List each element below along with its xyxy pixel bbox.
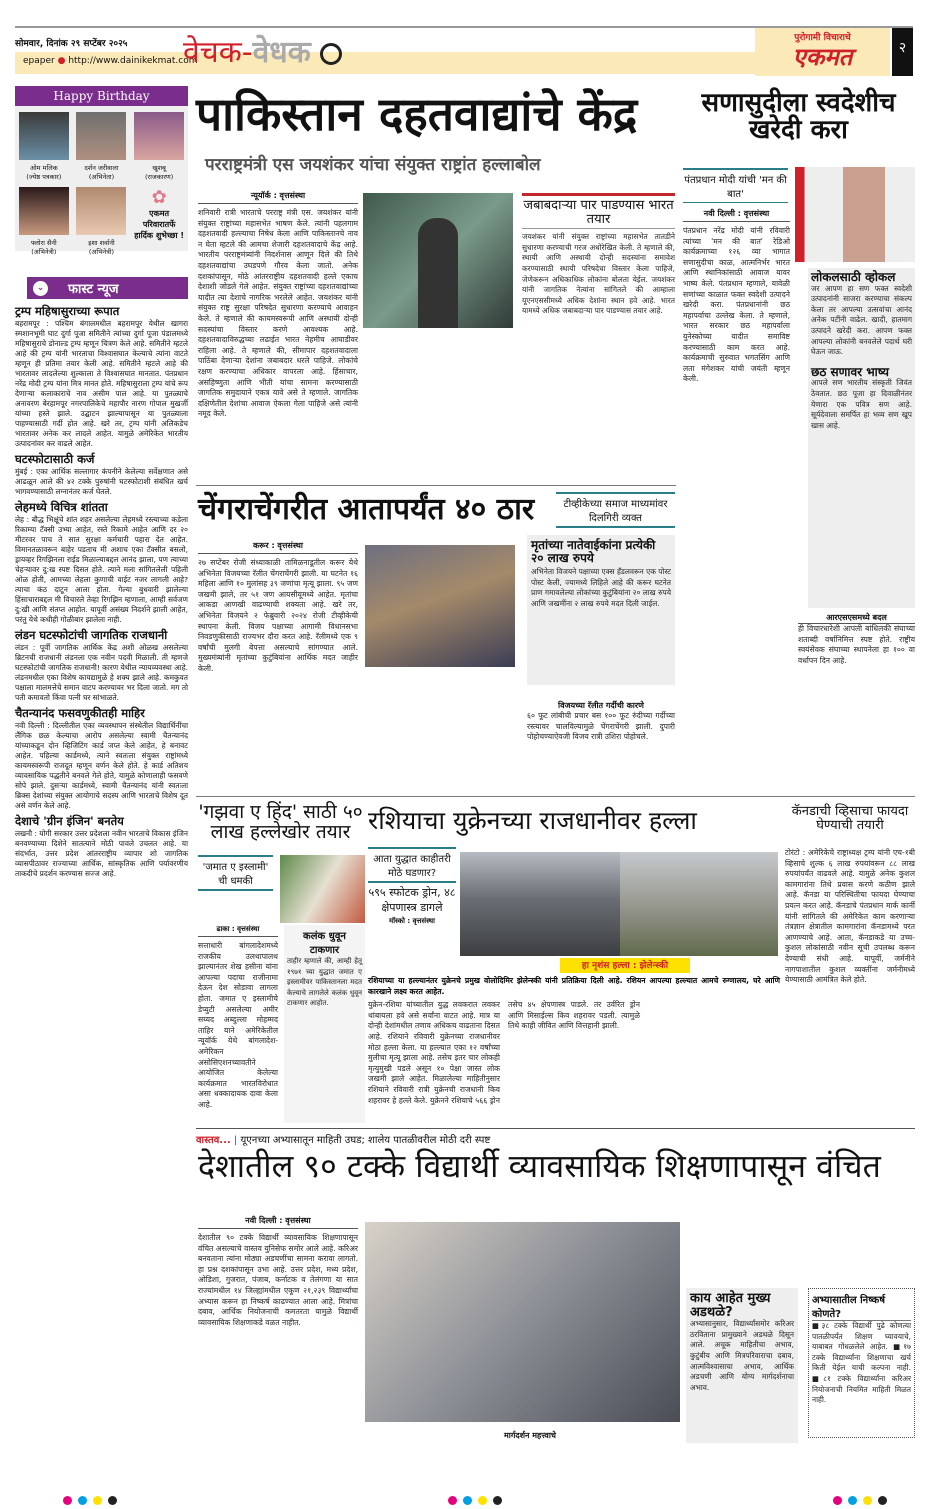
dateline: करूर : वृत्तसंस्था	[198, 540, 358, 554]
section-title-gray: वेधक	[252, 35, 311, 70]
birthday-person: इशा शर्वानी (अभिनेत्री)	[76, 187, 126, 256]
fast-news-item: चैतन्यानंद फसवणुकीतही माहिर नवी दिल्ली : दिल्लीतील एका व्यवस्थापन संस्थेतील विद्यार्थिनींचा लैंगिक छळ केल्याचा आरोप असलेल्या स्वामी चैतन्यानंद यांच्याकडून दोन व्हिजिटिंग कार्ड जप्त केले आहेत, हे बनावट आहेत. पहिल्या कार्डमध्ये, त्याने स्वतःला संयुक्त राष्ट्रांमध्ये कायमस्वरूपी राजदूत म्हणून वर्णन केले होते. हे कार्ड अतिशय व्यावसायिक पद्धतीने बनवले गेले होते, यामुळे कोणालाही फसवणे सोपे झाले. दुसऱ्या कार्डमध्ये, स्वामी चैतन्यानंद यांनी स्वतःला ब्रिक्स देशांच्या संयुक्त आयोगाचे सदस्य आणि भारताचे विशेष दूत असे वर्णन केले आहे.	[15, 706, 188, 810]
article-body: पंतप्रधान नरेंद्र मोदी यांनी रविवारी त्यांच्या 'मन की बात' रेडिओ कार्यक्रमाच्या १२६ व्या भागात सणासुदीचा काळ, आत्मनिर्भर भारत आणि स्थानिकांसाठी आवाज यावर भाष्य केले. पंतप्रधान म्हणाले, यावेळी सणांच्या काळात फक्त स्वदेशी उत्पादने खरेदी करा. पंतप्रधानांनी छठ महापर्वाचा उल्लेख केला. ते म्हणाले, भारत सरकार छठ महापर्वाला युनेस्कोच्या यादीत समाविष्ट करण्यासाठी काम करत आहे. कार्यक्रमाची सुरुवात भगतसिंग आणि लता मंगेशकर यांची जयंती म्हणून केली.	[683, 226, 790, 384]
issue-date: सोमवार, दिनांक २९ सप्टेंबर २०२५	[15, 39, 128, 49]
person-photo	[134, 112, 184, 160]
birthday-person: फ्लोरा सैनी (अभिनेत्री)	[19, 187, 69, 256]
lead-headline: पाकिस्तान दहतवाद्यांचे केंद्र	[196, 87, 638, 141]
birthday-person: दर्शन जरीवाला (अभिनेता)	[76, 112, 126, 181]
lead-story-text	[198, 190, 358, 475]
article-body: सत्ताधारी बांगलादेशमध्ये राजकीय उलथापालथ झाल्यानंतर शेख हसीना यांना आपल्या पदाचा राजीनामा देऊन देश सोडावा लागला होता. जमात ए इस्लामीचे डेप्युटी असलेल्या अमीर सय्यद अब्दुल्ला मोहम्मद ताहिर याने अमेरिकेतील न्यूयॉर्क येथे बांगलादेश-अमेरिकन असोसिएशनच्यावतीने आयोजित केलेल्या कार्यक्रमात भारतविरोधात असा धक्कादायक दावा केला आहे.	[198, 941, 278, 1109]
findings-box: अभ्यासातील निष्कर्ष कोणते? ■३८ टक्के विद्यार्थी पुढे कोणत्या पातळीपर्यंत शिक्षण घ्यावयाचे, याबाबत गोंधळलेले आहेत. ■१७ टक्के विद्यार्थ्यांना शिक्षणाचा खर्च किती येईल याची कल्पना नाही. ■८१ टक्के विद्यार्थ्यांना करिअर नियोजनाची नियमित माहिती मिळत नाही.	[808, 1288, 915, 1438]
kyiv-attack-photo	[460, 852, 620, 956]
epaper-icon: ●	[57, 56, 66, 66]
ghazwa-story-text	[198, 925, 278, 1123]
man-ki-baat-sub: पंतप्रधान मोदी यांची 'मन की बात'	[683, 168, 788, 203]
epaper-link[interactable]	[23, 56, 197, 66]
stampede-photo	[365, 545, 515, 667]
obstacles-box: काय आहेत मुख्य अडथळे? अभ्यासानुसार, विद्यार्थ्यांसमोर करिअर ठरविताना प्रामुख्याने अडथळे दिसून आले. अचूक माहितीचा अभाव, कुटुंबीय आणि मित्रपरिवाराचा दबाव, आत्मविश्वासाचा अभाव, आर्थिक अडचणी आणि योग्य मार्गदर्शनाचा अभाव.	[686, 1288, 798, 1443]
jamaat-threat-sub: 'जमात ए इस्लामी' ची धमकी	[198, 855, 273, 891]
article-body: देशातील ९० टक्के विद्यार्थी व्यावसायिक शिक्षणापासून वंचित असल्याचे वास्तव युनिसेफ समोर आले आहे. करिअर बनवताना त्यांना मोठ्या अडचणींचा सामना करावा लागतो. हा प्रश्न दशकांपासून उभा आहे. उत्तर प्रदेश, मध्य प्रदेश, ओडिशा, गुजरात, पंजाब, कर्नाटक व तेलंगणा या सात राज्यांमधील १४ जिल्ह्यांमधील एकूण २१,२३९ विद्यार्थ्यांचा अभ्यास करून हा निष्कर्ष काढण्यात आला आहे. मित्रांचा दबाव, आर्थिक नियोजनाची कमतरता यामुळे विद्यार्थी व्यावसायिक शिक्षणाकडे वळत नाहीत.	[198, 1233, 358, 1327]
chevron-down-icon: ⌄	[33, 281, 48, 296]
divider	[196, 485, 676, 486]
dateline: नवी दिल्ली : वृत्तसंस्था	[198, 1215, 358, 1229]
person-photo	[76, 112, 126, 160]
strap: यूएनच्या अभ्यासातून माहिती उघड; शालेय पातळीवरील मोठी दरी स्पष्ट	[240, 1135, 491, 1146]
stain-box: कलंक धुवून टाकणार ताहीर म्हणाले की, आम्ही हेतू १९७१ च्या युद्धात जमात ए इस्लामीवर पाकिस्तानला मदत केल्याचे लागलेले कलंक धुवून टाकणार आहोत.	[284, 925, 365, 1123]
person-photo	[19, 112, 69, 160]
stampede-headline: चेंगराचेंगरीत आतापर्यंत ४० ठार	[198, 492, 535, 527]
registration-marks	[60, 1490, 890, 1509]
compensation-box: मृतांच्या नातेवाईकांना प्रत्येकी २० लाख रुपये अभिनेता विजयने पक्षाच्या एक्स हँडलवरून एक पोस्ट पोस्ट केली, ज्यामध्ये लिहिले आहे की करूर घटनेत प्राण गमावलेल्या लोकांच्या कुटुंबियांना २० लाख रुपये आणि जखमींना २ लाख रुपये मदत दिली जाईल.	[527, 535, 675, 685]
local-vocal-box: लोकलसाठी व्होकल जर आपण हा सण फक्त स्वदेशी उत्पादनांनी साजरा करण्याचा संकल्प केला तर आपल्या उत्सवांचा आनंद अनेक पटींनी वाढेल. खादी, हातमाग उत्पादने खरेदी करा. आपण फक्त आपल्या लोकांनी बनवलेले पदार्थ घरी घेऊन जाऊ. छठ सणावर भाष्य आपले सण भारतीय संस्कृती जिवंत ठेवतात. छठ पूजा हा दिवाळीनंतर येणारा एक पवित्र सण आहे. सूर्यदेवाला समर्पित हा भव्य सण खूप खास आहे.	[808, 268, 915, 608]
flower-bouquet-icon: ✿	[151, 187, 167, 208]
canada-story-text: टोरंटो : अमेरिकेचे राष्ट्राध्यक्ष ट्रम्प यांनी एच-१बी व्हिसाचे शुल्क ६ लाख रुपयांवरून ८८ लाख रुपयांपर्यंत वाढवले आहे. यामुळे अनेक कुशल कामगारांना तिथे प्रवास करणे कठीण झाले आहे. कॅनडा या परिस्थितीचा फायदा घेण्याचा प्रयत्न करत आहे. कॅनडाचे पंतप्रधान मार्क कार्नी यांनी सांगितले की अमेरिकेत काम करणाऱ्या तंत्रज्ञान क्षेत्रातील कामगारांना कॅनडामध्ये परत आणण्याचे आहे. आता, कॅनडाकडे या उच्च-कुशल लोकांसाठी नवीन सूची उपलब्ध करून देण्याची संधी आहे. यापूर्वी, जर्मनीने नागपाशातील कुशल व्यक्तींना जर्मनीमध्ये येण्यासाठी आमंत्रित केले होते.	[785, 848, 915, 985]
modi-photo	[795, 167, 915, 262]
dateline: ढाका : वृत्तसंस्था	[198, 925, 278, 937]
birthday-title: Happy Birthday	[15, 86, 188, 106]
fast-news-item: लंडन घटस्फोटांची जागतिक राजधानी लंडन : पूर्वी जागतिक आर्थिक केंद्र अशी ओळख असलेल्या ब्रिटनची राजधानी लंडनला एक नवीन पदवी मिळाली. ती म्हणजे घटस्फोटांची जागतिक राजधानी! कारण येथील न्यायव्यवस्था आहे. लंडनमधील एका विशेष कायद्यामुळे हे शक्य झाले आहे. कमकुवत पक्षाला मालमत्तेचे समान वाटप करण्यावर भर दिला जातो. मग तो पती कमावतो किंवा पत्नी घर सांभाळते.	[15, 628, 188, 702]
cathedral-photo	[620, 852, 778, 956]
ghazwa-headline: 'गझवा ए हिंद' साठी ५० लाख हल्लेखोर तयार	[198, 801, 363, 843]
education-headline: देशातील ९० टक्के विद्यार्थी व्यावसायिक शिक्षणापासून वंचित	[198, 1147, 881, 1185]
swadeshi-story-text	[683, 208, 790, 783]
brand-logo	[755, 28, 890, 76]
divider	[196, 796, 915, 797]
apology-tag: टीव्हीकेच्या समाज माध्यमांवर दिलगिरी व्यक्त	[556, 492, 675, 528]
article-body: युक्रेन-रशिया यांच्यातील युद्ध लवकरात लवकर थांबायला हवे असे सर्वांना वाटत आहे. मात्र या दोन्ही देशांमधील तणाव अधिकच वाढताना दिसत आहे. रशियाने रविवारी युक्रेनच्या राजधानीवर मोठा हल्ला केला. या हल्ल्यात एका १२ वर्षांच्या मुलीचा मृत्यू झाला आहे. तसेच इतर चार लोकही मृत्युमुखी पडले असून १० पेक्षा जास्त लोक जखमी झाले आहेत. मिळालेल्या माहितीनुसार रशियाने रविवारी रात्री युक्रेनची राजधानी किव शहरावर हे हल्ले केले. युक्रेनने रशियाचे ५६६ ड्रोन तसेच ४५ क्षेपणास्त्र पाडले. तर उर्वरित ड्रोन आणि मिसाईल्स किव शहरावर पडली. त्यामुळे तिथे काही जीवित आणि वित्तहानी झाली.	[368, 1000, 640, 1105]
lead-subheadline: परराष्ट्रमंत्री एस जयशंकर यांचा संयुक्त राष्ट्रांत हल्लाबोल	[205, 155, 541, 175]
brand-tagline: पुरोगामी विचाराचे	[794, 33, 851, 43]
birthday-person: खुशबू (राजकारण)	[134, 112, 184, 181]
person-photo	[76, 187, 126, 235]
section-title	[183, 30, 342, 71]
russia-headline: रशियाचा युक्रेनच्या राजधानीवर हल्ला	[368, 806, 697, 835]
person-photo	[19, 187, 69, 235]
magnifier-icon	[320, 43, 342, 65]
rss-change: आरएसएसमध्ये बदल ही विचारधारेशी आपली बांधिलकी संघाच्या शताब्दी वर्षानिमित्त स्पष्ट होते. राष्ट्रीय स्वयंसेवक संघाच्या स्थापनेला हा १०० वा वर्धापन दिन आहे.	[798, 613, 915, 665]
section-title-dash: -	[241, 35, 253, 70]
war-subhead: आता युद्धात काहीतरी मोठे घडणार? ५९५ स्फोटक ड्रोन, ४८ क्षेपणास्त्र डागले मॉस्को : वृत्तसंस्था	[368, 847, 456, 972]
guidance-subhead: मार्गदर्शन महत्त्वाचे	[470, 1430, 590, 1441]
birthday-wish: ✿ एकमत परिवारातर्फे हार्दिक शुभेच्छा !	[134, 187, 184, 240]
dateline: नवी दिल्ली : वृत्तसंस्था	[683, 208, 790, 222]
fast-news-item: लेहमध्ये विचित्र शांतता लेह : बौद्ध भिक्षूंचे शांत शहर असलेल्या लेहमध्ये रस्त्याच्या कडेला रिकाम्या टॅक्सी उभ्या आहेत, रस्ते रिकामे आहेत आणि दर २० मीटरवर पाच ते सात सुरक्षा कर्मचारी पहारा देत आहेत. विमानतळावरून बाहेर पडताच मी अशाच एका टॅक्सीत बसलो, ड्रायव्हर रिगझिनला राईड मिळाल्याबद्दल आनंद झाला, पण त्याच्या चेहऱ्यावर दु:ख स्पष्ट दिसत होते. त्याने मला सांगितलेली पहिली ओळ होती, आमच्या लेहला कुणाची वाईट नजर लागली आहे? त्याचा कंठ दाटून आला होता. गेल्या बुधवारी झालेल्या हिंसाचाराबद्दल मी विचारले तेव्हा रिगझिन म्हणाला, आम्ही सर्वजण दु:खी आणि संतप्त आहोत. यापूर्वी असंख्य निदर्शने झाली आहेत, परंतु येथे कधीही गोळीबार झालेला नाही.	[15, 500, 188, 624]
classroom-photo	[365, 1222, 680, 1422]
dateline: न्यूयॉर्क : वृत्तसंस्था	[198, 190, 358, 204]
rally-photo	[280, 855, 365, 923]
responsibility-box: जबाबदाऱ्या पार पाडण्यास भारत तयार जयशंकर यांनी संयुक्त राष्ट्रांच्या महासभेत तातडीने सुधारणा करण्याची गरज अधोरेखित केली. ते म्हणाले की, स्थायी आणि अस्थायी दोन्ही सदस्यांना समावेश करण्यासाठी स्थायी परिषदेचा विस्तार केला पाहिजे, जेणेकरून अधिकाधिक लोकांना बोलता येईल. जयशंकर यांनी जागतिक नेत्यांना सांगितले की आम्हाला यूएनएससीमध्ये अधिक देशांना स्थान हवे आहे. भारत यामध्ये अधिक जबाबदाऱ्या पार पाडण्यास तयार आहे.	[522, 193, 675, 333]
fast-news-bar	[27, 277, 188, 299]
article-body: २७ सप्टेंबर रोजी संध्याकाळी तामिळनाडूतील करूर येथे अभिनेता विजयच्या रॅलीत चेंगराचेंगरी झाली. या घटनेत १६ महिला आणि १० मुलांसह ३९ जणांचा मृत्यू झाला. ९५ जण जखमी झाले, तर ५१ जण आयसीयूमध्ये आहेत. मृतांचा आकडा आणखी वाढण्याची शक्यता आहे. खरे तर, अभिनेता विजयने २ फेब्रुवारी २०२४ रोजी टीव्हीकेची स्थापना केली. विजय पक्षाच्या आगामी विधानसभा निवडणुकीसाठी राज्यभर दौरा करत आहे. रॅलीमध्ये एक ९ वर्षांची मुलगी बेपत्ता असल्याचे सांगण्यात आले. मुख्यमंत्र्यांनी मृतांच्या कुटुंबियांना आर्थिक मदत जाहीर केली.	[198, 558, 358, 673]
birthday-person: ओम मलिक (ज्येष्ठ पत्रकार)	[19, 112, 69, 181]
page-header	[15, 26, 913, 76]
fast-news-item: घटस्फोटासाठी कर्ज मुंबई : एका आर्थिक सल्लागार कंपनीने केलेल्या सर्वेक्षणात असे आढळून आले की ४२ टक्के पुरुषांनी घटस्फोटाशी संबंधित खर्च भागवण्यासाठी लग्नानंतर कर्ज घेतले.	[15, 452, 188, 496]
fast-news-list	[15, 301, 188, 1486]
stampede-story-text	[198, 540, 358, 790]
education-story-text	[198, 1215, 358, 1485]
jaishankar-photo	[363, 193, 513, 328]
website-url[interactable]: http://www.dainikekmat.com	[68, 56, 198, 66]
article-body: शनिवारी रात्री भारताचे परराष्ट्र मंत्री एस. जयशंकर यांनी संयुक्त राष्ट्रांच्या महासभेत भाषण केले. त्यांनी पहलगाम दहशतवादी हल्ल्याचा निषेध केला आणि पाकिस्तानचे नाव न घेता म्हटले की आमचा शेजारी दहशतवादाचे केंद्र आहे. भारतीय परराष्ट्रमंत्र्यांनी निदर्शनास आणून दिले की तिथे दहशतवाद्यांचा उघडपणे गौरव केला जातो. अनेक दशकांपासून, मोठे आंतरराष्ट्रीय दहशतवादी हल्ले एकाच देशाशी जोडले गेले आहेत. संयुक्त राष्ट्रांच्या दहशतवाद्यांच्या यादीत त्या देशाचे नागरिक भरलेले आहेत. जयशंकर यांनी संयुक्त राष्ट्र सुरक्षा परिषदेत सुधारणा करण्याचे आवाहन केले. ते म्हणाले की कायमस्वरूपी आणि अस्थायी दोन्ही सदस्यांचा विस्तार करणे आवश्यक आहे. दहशतवादाविरुद्धच्या लढाईत भारत नेहमीच आघाडीवर राहिला आहे. ते म्हणाले की, सीमापार दहशतवादाला पाठिंबा देणाऱ्या देशांना जबाबदार धरले पाहिजे. लोकांचे रक्षण करण्याचा अधिकार वापरला आहे. हिंसाचार, असहिष्णुता आणि भीती यांचा सामना करण्यासाठी जागतिक समुदायाने एकत्र यावे असे ते म्हणाले. जागतिक दक्षिणेतील देशांचा आवाज ऐकला गेला पाहिजे असे त्यांनी नमूद केले.	[198, 208, 358, 419]
fast-news-item: देशाचे 'ग्रीन इंजिन' बनतेय लखनौ : योगी सरकार उत्तर प्रदेशला नवीन भारताचे विकास इंजिन बनवण्याच्या दिशेने सातत्याने मोठी पावले उचलत आहे. या संदर्भात, उत्तर प्रदेश आंतरराष्ट्रीय व्यापार शो जागतिक व्यासपीठावर राज्याच्या आर्थिक, सांस्कृतिक आणि पर्यावरणीय ताकदीचे प्रदर्शन करण्यास सज्ज आहे.	[15, 814, 188, 878]
russia-story-text: रशियाच्या या हल्ल्यानंतर युक्रेनचे प्रमुख वोलोदिमिर झेलेन्स्की यांनी प्रतिक्रिया दिली आहे. रशियन आपल्या हल्ल्यात आमचे रुग्णालय, घरे आणि कारखाने लक्ष्य करत आहेत. युक्रेन-रशिया यांच्यातील युद्ध लवकरात लवकर थांबायला हवे असे सर्वांना वाटत आहे. मात्र या दोन्ही देशांमधील तणाव अधिकच वाढताना दिसत आहे. रशियाने रविवारी युक्रेनच्या राजधानीवर मोठा हल्ला केला. या हल्ल्यात एका १२ वर्षांच्या मुलीचा मृत्यू झाला आहे. तसेच इतर चार लोकही मृत्युमुखी पडले असून १० पेक्षा जास्त लोक जखमी झाले आहेत. मिळालेल्या माहितीनुसार रशियाने रविवारी रात्री युक्रेनची राजधानी किव शहरावर हे हल्ले केले. युक्रेनने रशियाचे ५६६ ड्रोन तसेच ४५ क्षेपणास्त्र पाडले. तर उर्वरित ड्रोन आणि मिसाईल्स किव शहरावर पडली. त्यामुळे तिथे काही जीवित आणि वित्तहानी झाली.	[368, 976, 780, 1124]
brand-name: एकमत	[792, 43, 853, 71]
separator: |	[233, 1135, 238, 1146]
rally-causes: विजयच्या रॅलीत गर्दीची कारणे ६० फूट लांबीची प्रचार बस १०० फूट रुंदीच्या गर्दीच्या रस्त्यावर चालविल्यामुळे चेंगराचेंगरी झाली. दुपारी पोहोचण्याऐवजी विजय रात्री उशिरा पोहोचले.	[527, 701, 675, 742]
fast-news-title: फास्ट न्यूज	[68, 282, 119, 297]
epaper-label: epaper	[23, 56, 55, 66]
swadeshi-headline: सणासुदीला स्वदेशीच खरेदी करा	[701, 88, 896, 146]
page-number: २	[892, 28, 913, 76]
fast-news-item: ट्रम्प महिषासुराच्या रूपात बहरामपूर : पश्चिम बंगालमधील बहरामपूर येथील खागरा स्मशानभूमी घाट दुर्गा पूजा समितीने त्यांच्या दुर्गा पूजा पंडालमध्ये महिषासुराचे डोनाल्ड ट्रम्प म्हणून चित्रण केले आहे. समितीने म्हटले आहे की ट्रम्प यांनी भारताचा विश्वासघात केल्याचे त्यांना वाटते म्हणून ही प्रतिमा तयार केली आहे. समितीने म्हटले आहे की भारतावर लादलेल्या शुल्काला ते विश्वासघात मानतात. पंतप्रधान नरेंद्र मोदी ट्रम्प यांना मित्र मानत होते. महिषासुराला ट्रम्प यांचे रूप देणाऱ्या कलाकाराचे नाव असीम पाल आहे. या पुतळ्याचे अनावरण बेरहामपूर नगरपालिकेचे महापौर नारण गोपाल मुखर्जी यांच्या हस्ते झाले. उद्घाटन झाल्यापासून या पुतळ्याला पाहण्यासाठी गर्दी होत आहे. खरे तर, ट्रम्प यांनी अलिकडेच भारतावर अनेक कर लादले आहेत. यामुळे अमेरिकेत भारतीय उत्पादनांवर कर वाढले आहेत.	[15, 304, 188, 448]
kicker: वास्तव...	[196, 1135, 231, 1146]
reality-strap	[196, 1128, 915, 1146]
section-title-red: वेचक	[183, 35, 242, 70]
zelensky-caption: हा नृशंस हल्ला : झेलेन्स्की	[560, 958, 690, 973]
birthday-panel	[15, 86, 188, 256]
canada-headline: कॅनडाची व्हिसाचा फायदा घेण्याची तयारी	[791, 804, 909, 833]
